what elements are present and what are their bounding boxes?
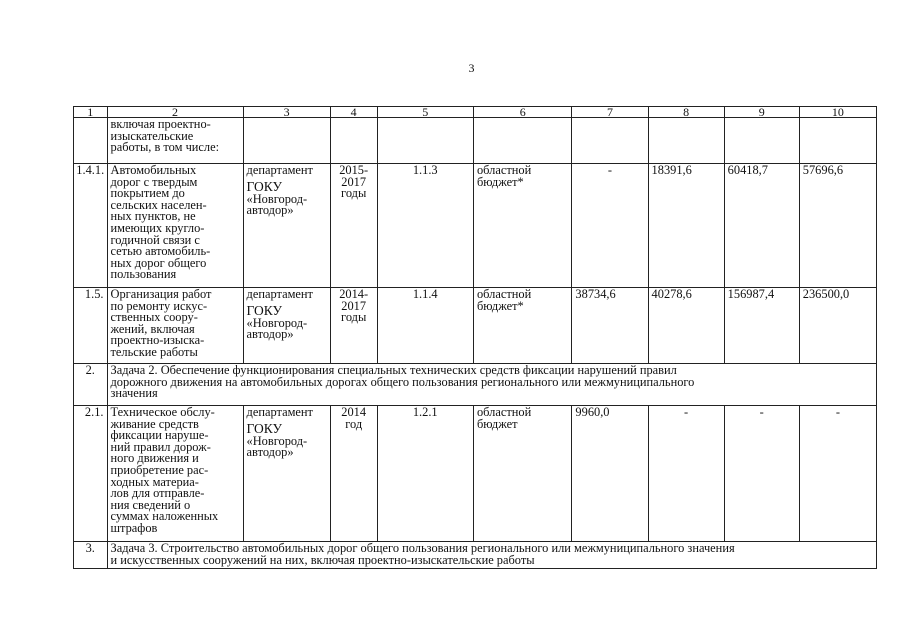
page-number: 3 <box>468 61 475 75</box>
task-row <box>74 364 877 406</box>
col-number: 8 <box>648 107 724 118</box>
task-number: 2. <box>74 364 108 406</box>
period: 2014 год <box>330 406 377 542</box>
continuation-row <box>74 118 877 164</box>
col-number: 5 <box>377 107 473 118</box>
task-title: Задача 3. Строительство автомобильных дорог общего пользования регионального или межмуниципального значения и искусственных сооружений на них, включая проектно-изыскательские работы <box>107 542 877 569</box>
column-number-row <box>74 107 877 118</box>
amount-2016: 156987,4 <box>724 288 799 364</box>
task-number: 3. <box>74 542 108 569</box>
activity-name: Техническое обслу- живание средств фиксации наруше- ний правил дорож- ного движения и приобретение рас- ходных материа- лов для отправле- ния сведений о суммах наложенных штрафов <box>107 406 243 542</box>
target-indicator: 1.1.4 <box>377 288 473 364</box>
col-number: 9 <box>724 107 799 118</box>
col-number: 7 <box>572 107 648 118</box>
amount-2017: 236500,0 <box>799 288 876 364</box>
activity-name: Организация работ по ремонту искус- ственных соору- жений, включая проектно-изыска- тельские работы <box>107 288 243 364</box>
executor: департамент ГОКУ «Новгород- автодор» <box>243 164 330 288</box>
table-row <box>74 164 877 288</box>
amount-2014: 38734,6 <box>572 288 648 364</box>
table-row <box>74 406 877 542</box>
amount-2017: 57696,6 <box>799 164 876 288</box>
executor: департамент ГОКУ «Новгород- автодор» <box>243 406 330 542</box>
task-row <box>74 542 877 569</box>
period: 2015- 2017 годы <box>330 164 377 288</box>
col-number: 3 <box>243 107 330 118</box>
task-title: Задача 2. Обеспечение функционирования специальных технических средств фиксации нарушений правил дорожного движения на автомобильных дорогах общего пользования регионального или межмуниципального значения <box>107 364 877 406</box>
funding-source: областной бюджет* <box>473 288 571 364</box>
target-indicator: 1.2.1 <box>377 406 473 542</box>
funding-source: областной бюджет <box>473 406 571 542</box>
activity-name: Автомобильных дорог с твердым покрытием до сельских населен- ных пунктов, не имеющих кругло- годичной связи с сетью автомобиль- ных дорог общего пользования <box>107 164 243 288</box>
amount-2015: - <box>648 406 724 542</box>
amount-2015: 18391,6 <box>648 164 724 288</box>
executor: департамент ГОКУ «Новгород- автодор» <box>243 288 330 364</box>
funding-source: областной бюджет* <box>473 164 571 288</box>
col-number: 10 <box>799 107 876 118</box>
target-indicator: 1.1.3 <box>377 164 473 288</box>
amount-2015: 40278,6 <box>648 288 724 364</box>
row-number: 1.5. <box>74 288 108 364</box>
amount-2016: - <box>724 406 799 542</box>
program-table <box>73 106 877 569</box>
amount-2016: 60418,7 <box>724 164 799 288</box>
row-number: 2.1. <box>74 406 108 542</box>
row-number: 1.4.1. <box>74 164 108 288</box>
amount-2014: 9960,0 <box>572 406 648 542</box>
col-number: 4 <box>330 107 377 118</box>
col-number: 2 <box>107 107 243 118</box>
period: 2014- 2017 годы <box>330 288 377 364</box>
activity-name: включая проектно- изыскательские работы, в том числе: <box>107 118 243 164</box>
amount-2014: - <box>572 164 648 288</box>
col-number: 1 <box>74 107 108 118</box>
table-row <box>74 288 877 364</box>
col-number: 6 <box>473 107 571 118</box>
amount-2017: - <box>799 406 876 542</box>
